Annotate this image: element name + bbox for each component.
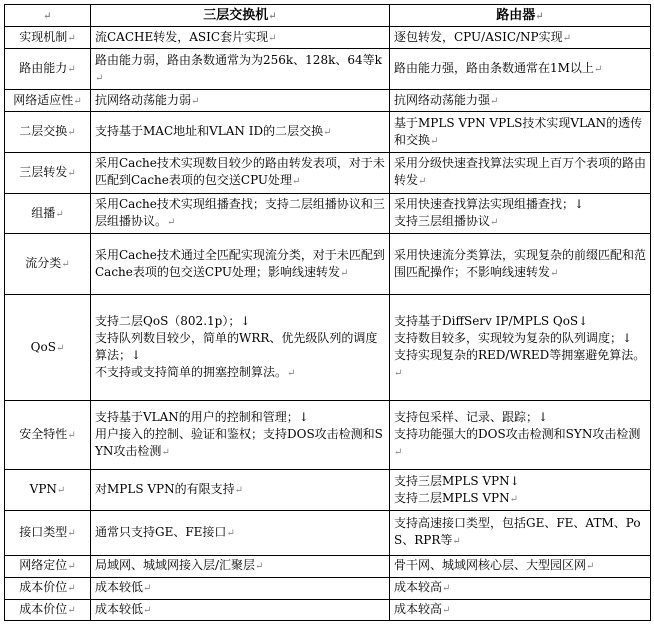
- router-cell: 逐包转发，CPU/ASIC/NP实现↵: [390, 27, 651, 49]
- paragraph-mark: ↵: [67, 604, 76, 616]
- attribute-cell: 成本价位↵: [5, 599, 91, 620]
- header-blank-cell: [5, 5, 91, 27]
- paragraph-mark: ↵: [55, 342, 65, 354]
- table-row: [5, 49, 651, 90]
- paragraph-mark: ↵: [56, 485, 66, 497]
- router-cell: 成本较高↵: [390, 599, 651, 620]
- attribute-cell: 路由能力↵: [5, 49, 91, 90]
- paragraph-mark: ↵: [535, 10, 544, 22]
- attribute-cell: QoS↵: [5, 295, 91, 401]
- paragraph-mark: ↵: [268, 10, 277, 22]
- paragraph-mark: ↵: [73, 95, 82, 107]
- switch-cell: 路由能力弱，路由条数通常为为256k、128k、64等k↵: [91, 49, 390, 90]
- paragraph-mark: ↵: [430, 135, 439, 147]
- header-row: [5, 5, 651, 27]
- paragraph-mark: ↵: [67, 127, 76, 139]
- table-row: [5, 555, 651, 577]
- router-cell: 支持包采样、记录、跟踪；↓ 支持功能强大的DOS攻击检测和SYN攻击检测↵: [390, 401, 651, 470]
- paragraph-mark: ↵: [61, 259, 70, 271]
- attribute-cell: 接口类型↵: [5, 511, 91, 556]
- paragraph-mark: ↵: [67, 32, 76, 44]
- table-row: [5, 234, 651, 295]
- paragraph-mark: ↵: [490, 95, 499, 107]
- paragraph-mark: ↵: [226, 527, 235, 539]
- paragraph-mark: ↵: [67, 430, 76, 442]
- paragraph-mark: ↵: [268, 32, 277, 44]
- paragraph-mark: ↵: [452, 536, 461, 548]
- router-cell: 采用快速流分类算法，实现复杂的前缀匹配和范围匹配操作；不影响线速转发↵: [390, 234, 651, 295]
- table-row: [5, 27, 651, 49]
- attribute-cell: 安全特性↵: [5, 401, 91, 470]
- router-cell: 成本较高↵: [390, 578, 651, 599]
- switch-cell: 成本较低↵: [91, 599, 390, 620]
- paragraph-mark: ↵: [292, 176, 301, 188]
- switch-cell: 流CACHE转发，ASIC套片实现↵: [91, 27, 390, 49]
- switch-cell: 局域网、城域网接入层/汇聚层↵: [91, 555, 390, 577]
- paragraph-mark: ↵: [340, 267, 349, 279]
- attribute-cell: 流分类↵: [5, 234, 91, 295]
- table-row: [5, 470, 651, 511]
- paragraph-mark: ↵: [67, 64, 76, 76]
- paragraph-mark: ↵: [191, 95, 200, 107]
- router-cell: 基于MPLS VPN VPLS技术实现VLAN的透传和交换↵: [390, 112, 651, 153]
- table-row: [5, 153, 651, 194]
- table-row: [5, 90, 651, 112]
- paragraph-mark: ↵: [67, 167, 76, 179]
- paragraph-mark: ↵: [394, 368, 403, 380]
- paragraph-mark: ↵: [95, 72, 104, 84]
- table-row: [5, 599, 651, 620]
- switch-cell: 对MPLS VPN的有限支持↵: [91, 470, 390, 511]
- attribute-cell: VPN↵: [5, 470, 91, 511]
- paragraph-mark: ↵: [143, 604, 152, 616]
- switch-cell: 通常只支持GE、FE接口↵: [91, 511, 390, 556]
- paragraph-mark: ↵: [418, 176, 427, 188]
- paragraph-mark: ↵: [394, 447, 403, 459]
- paragraph-mark: ↵: [550, 267, 559, 279]
- router-cell: 路由能力强，路由条数通常在1M以上↵: [390, 49, 651, 90]
- table-row: [5, 511, 651, 556]
- table-row: [5, 193, 651, 234]
- paragraph-mark: ↵: [167, 217, 176, 229]
- attribute-cell: 网络适应性↵: [5, 90, 91, 112]
- paragraph-mark: ↵: [509, 493, 518, 505]
- router-cell: 支持三层MPLS VPN↓ 支持二层MPLS VPN↵: [390, 470, 651, 511]
- router-cell: 支持高速接口类型，包括GE、FE、ATM、PoS、RPR等↵: [390, 511, 651, 556]
- paragraph-mark: ↵: [67, 527, 76, 539]
- comparison-table: [4, 4, 651, 621]
- switch-cell: 抗网络动荡能力弱↵: [91, 90, 390, 112]
- paragraph-mark: ↵: [255, 561, 264, 573]
- table-row: [5, 112, 651, 153]
- paragraph-mark: ↵: [562, 32, 572, 44]
- attribute-cell: 三层转发↵: [5, 153, 91, 194]
- router-cell: 抗网络动荡能力强↵: [390, 90, 651, 112]
- switch-cell: 支持二层QoS（802.1p）；↓ 支持队列数目较少，简单的WRR、优先级队列的调度算法；↓ 不支持或支持简单的拥塞控制算法。↵: [91, 295, 390, 401]
- switch-cell: 支持基于VLAN的用户的控制和管理；↓ 用户接入的控制、验证和鉴权；支持DOS攻击检测和SYN攻击检测↵: [91, 401, 390, 470]
- switch-cell: 支持基于MAC地址和VLAN ID的二层交换↵: [91, 112, 390, 153]
- router-cell: 支持基于DiffServ IP/MPLS QoS↓ 支持数目较多，实现较为复杂的队列调度；↓ 支持实现复杂的RED/WRED等拥塞避免算法。↵: [390, 295, 651, 401]
- attribute-cell: 二层交换↵: [5, 112, 91, 153]
- attribute-cell: 组播↵: [5, 193, 91, 234]
- router-cell: 采用分级快速查找算法实现上百万个表项的路由转发↵: [390, 153, 651, 194]
- paragraph-mark: ↵: [67, 561, 76, 573]
- paragraph-mark: ↵: [442, 583, 451, 595]
- switch-cell: 成本较低↵: [91, 578, 390, 599]
- attribute-cell: 成本价位↵: [5, 578, 91, 599]
- paragraph-mark: ↵: [442, 604, 451, 616]
- router-cell: 采用快速查找算法实现组播查找；↓ 支持三层组播协议↵: [390, 193, 651, 234]
- header-router-cell: 路由器↵: [390, 5, 651, 27]
- paragraph-mark: ↵: [593, 64, 603, 76]
- switch-cell: 采用Cache技术实现组播查找；支持二层组播协议和三层组播协议。↵: [91, 193, 390, 234]
- table-row: [5, 295, 651, 401]
- paragraph-mark: ↵: [323, 127, 332, 139]
- paragraph-mark: ↵: [67, 583, 76, 595]
- paragraph-mark: ↵: [143, 583, 152, 595]
- switch-cell: 采用Cache技术通过全匹配实现流分类，对于未匹配到Cache表项的包交送CPU处理；影响线速转发↵: [91, 234, 390, 295]
- router-cell: 骨干网、城域网核心层、大型园区网↵: [390, 555, 651, 577]
- paragraph-mark: ↵: [490, 217, 499, 229]
- paragraph-mark: ↵: [43, 10, 52, 22]
- paragraph-mark: ↵: [161, 447, 170, 459]
- paragraph-mark: ↵: [287, 368, 296, 380]
- attribute-cell: 网络定位↵: [5, 555, 91, 577]
- table-row: [5, 401, 651, 470]
- switch-cell: 采用Cache技术实现数目较少的路由转发表项，对于未匹配到Cache表项的包交送CPU处理↵: [91, 153, 390, 194]
- table-row: [5, 578, 651, 599]
- attribute-cell: 实现机制↵: [5, 27, 91, 49]
- paragraph-mark: ↵: [55, 208, 64, 220]
- header-switch-cell: 三层交换机↵: [91, 5, 390, 27]
- paragraph-mark: ↵: [234, 485, 243, 497]
- paragraph-mark: ↵: [586, 561, 595, 573]
